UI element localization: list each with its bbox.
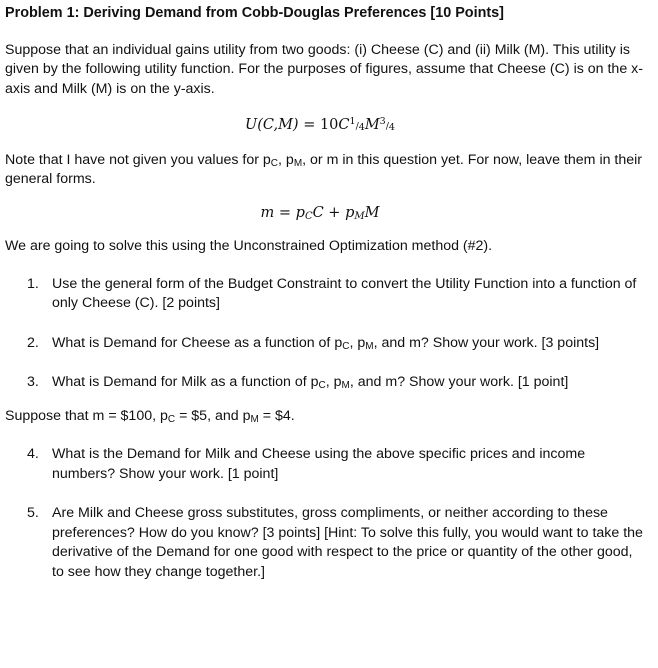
- question-item: 2. What is Demand for Cheese as a function of $p_C$, $p_M$, and m? Show your work. [3 points]: [27, 334, 600, 352]
- utility-var-c: C: [338, 117, 350, 133]
- question-text: What is Demand for Milk as a function of $p_C$, $p_M$, and m? Show your work. [1 point]: [52, 374, 569, 391]
- exponent-m: 3/4: [379, 116, 395, 133]
- utility-lhs: U(C,M) =: [245, 117, 316, 133]
- utility-function-equation: [0, 112, 645, 138]
- given-values-paragraph: Suppose that m = $100, $p_C$ = $5, and $p_M$ = $4.: [5, 407, 295, 425]
- question-list-a: [5, 275, 645, 393]
- question-item: 5. Are Milk and Cheese gross substitutes, gross compliments, or neither according to these preferences? How do you know? [3 points] [Hint: To solve this fully, you would want to take the derivative of the Demand for one good with respect to the price or quantity of the other good, to see how they change together.]: [27, 505, 643, 580]
- problem-title: Problem 1: Deriving Demand from Cobb-Douglas Preferences [10 Points]: [5, 5, 504, 21]
- question-item: 4. What is the Demand for Milk and Cheese using the above specific prices and income numbers? Show your work. [1 point]: [27, 446, 586, 482]
- problem-document: [5, 4, 645, 582]
- question-text: Use the general form of the Budget Constraint to convert the Utility Function into a function of only Cheese (C). [2 points]: [52, 275, 637, 311]
- question-item: 1. Use the general form of the Budget Constraint to convert the Utility Function into a function of only Cheese (C). [2 points]: [27, 275, 637, 311]
- intro-paragraph: Suppose that an individual gains utility from two goods: (i) Cheese (C) and (ii) Milk (M). This utility is given by the following utility function. For the purposes of figures, assume that Cheese (C) is on the x-axis and Milk (M) is on the y-axis.: [5, 41, 643, 97]
- question-text: What is the Demand for Milk and Cheese using the above specific prices and income numbers? Show your work. [1 point]: [52, 446, 586, 482]
- utility-coefficient: 10: [319, 117, 339, 133]
- utility-var-m: M: [364, 117, 380, 133]
- question-list-b: [5, 445, 645, 582]
- note-paragraph: Note that I have not given you values for $p_C$, $p_M$, or m in this question yet. For now, leave them in their general forms.: [5, 151, 643, 187]
- question-text: What is Demand for Cheese as a function of $p_C$, $p_M$, and m? Show your work. [3 points]: [52, 334, 600, 352]
- question-item: 3. What is Demand for Milk as a function of $p_C$, $p_M$, and m? Show your work. [1 point]: [27, 374, 569, 391]
- question-text: Are Milk and Cheese gross substitutes, gross compliments, or neither according to these preferences? How do you know? [3 points] [Hint: To solve this fully, you would want to take the derivative of the Demand for one good with respect to the price or quantity of the other good, to see how they change together.]: [52, 505, 643, 580]
- method-paragraph: We are going to solve this using the Unconstrained Optimization method (#2).: [5, 238, 493, 254]
- exponent-c: 1/4: [349, 116, 365, 133]
- budget-constraint-equation: $m = p_CC + p_MM$: [260, 204, 380, 222]
